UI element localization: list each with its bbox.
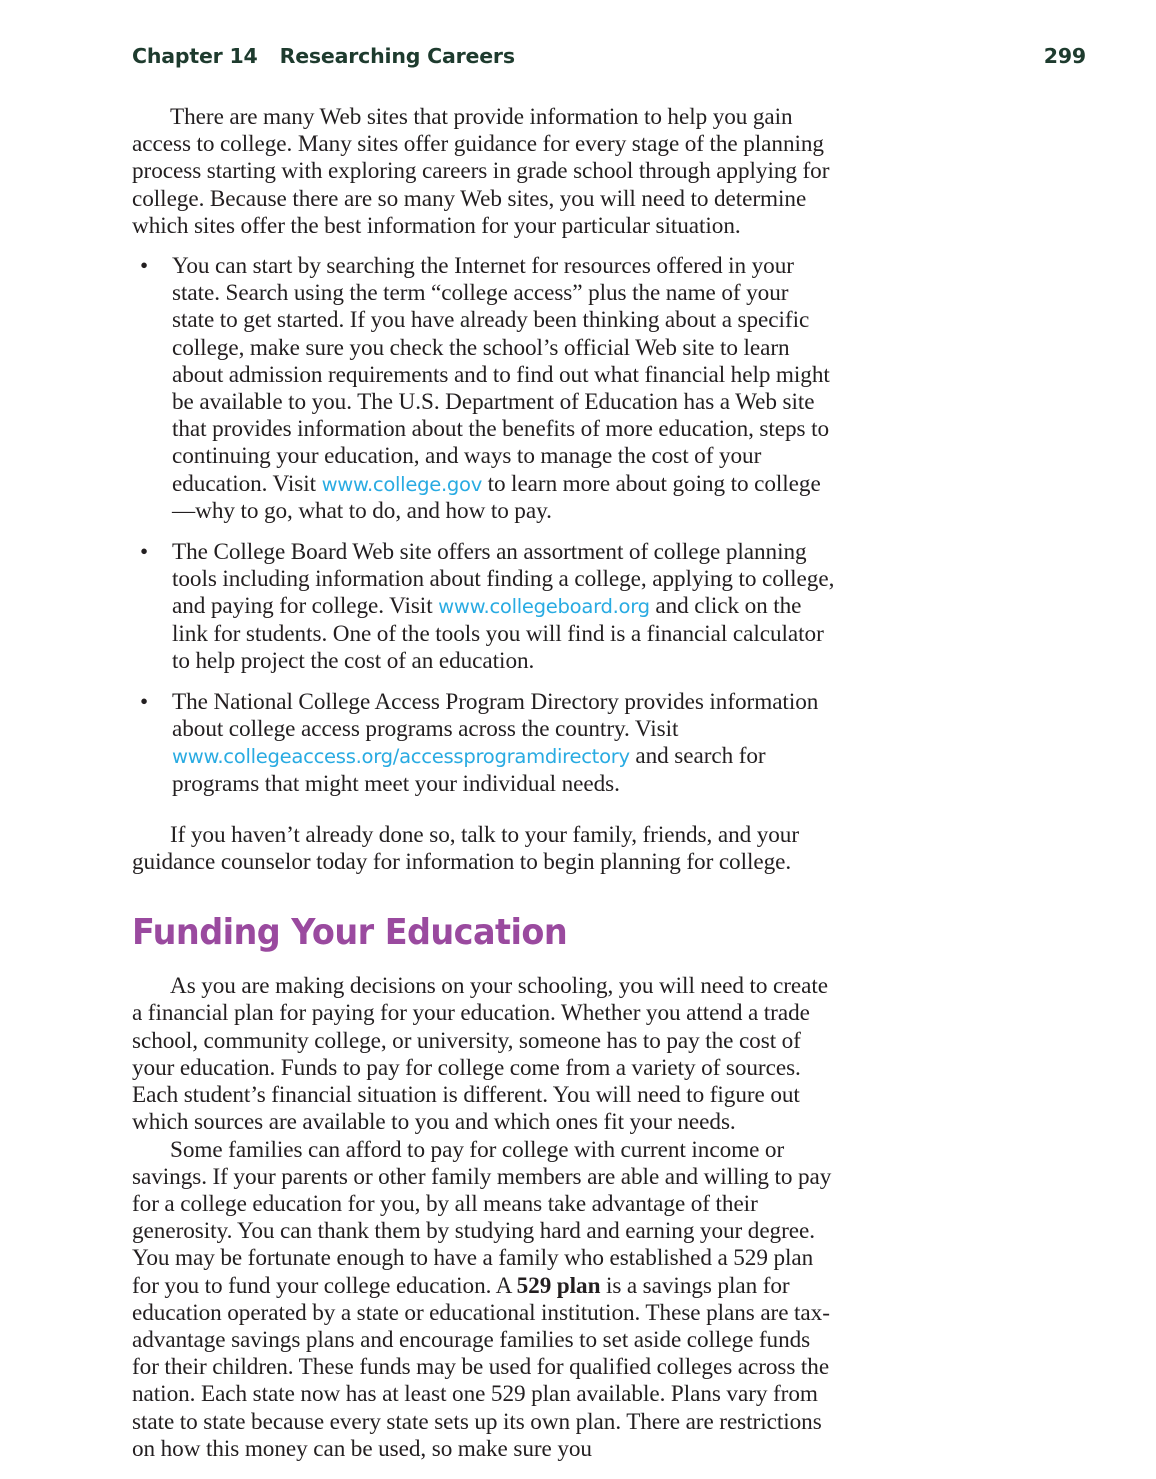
- spacer: [132, 953, 836, 973]
- list-item-text-before-link: The National College Access Program Directory provides information about college access programs across the country. Visit: [172, 689, 819, 743]
- bullet-dot-icon: •: [140, 689, 149, 716]
- section-paragraph-2: [132, 1137, 836, 1463]
- defined-term-529-plan: 529 plan: [516, 1272, 601, 1299]
- list-item: [132, 689, 836, 798]
- section-paragraph-1: As you are making decisions on your schooling, you will need to create a financial plan for paying for your education. Whether you attend a trade school, community college, or university, someone has to pay the cost of your education. Funds to pay for college come from a variety of sources. Each student’s financial situation is different. You will need to figure out which sources are available to you and which ones fit your needs.: [132, 973, 829, 1136]
- running-head: [132, 44, 1086, 74]
- section-paragraph-2-part-1: Some families can afford to pay for college with current income or savings. If your parents or other family members are able and willing to pay for a college education for you, by all means take advantage of their generosity. You can thank them by studying hard and earning your degree. You may be fortunate enough to have a family who established a 529 plan for you to fund your college education. A: [132, 1136, 832, 1299]
- section-heading-funding-your-education: Funding Your Education: [132, 912, 568, 954]
- closing-paragraph: If you haven’t already done so, talk to your family, friends, and your guidance counselor today for information to begin planning for college.: [132, 821, 800, 876]
- list-item-text-after-link: to learn more about going to college—why to go, what to do, and how to pay.: [172, 470, 821, 524]
- list-item-text-after-link: and search for programs that might meet your individual needs.: [172, 743, 766, 797]
- web-resources-bullet-list: [132, 253, 836, 798]
- page-number: 299: [1043, 44, 1086, 68]
- bullet-dot-icon: •: [140, 539, 149, 566]
- link-college-gov[interactable]: www.college.gov: [321, 472, 483, 496]
- bullet-dot-icon: •: [140, 253, 149, 280]
- link-collegeboard-org[interactable]: www.collegeboard.org: [438, 595, 650, 619]
- page-content: [132, 104, 836, 1463]
- list-item: [132, 539, 836, 675]
- spacer: [132, 876, 836, 912]
- chapter-number-label: Chapter 14: [132, 44, 258, 68]
- section-paragraph-2-part-2: is a savings plan for education operated by a state or educational institution. These plans are tax-advantage savings plans and encourage families to set aside college funds for their children. These funds may be used for qualified colleges across the nation. Each state now has at least one 529 plan available. Plans vary from state to state because every state sets up its own plan. There are restrictions on how this money can be used, so make sure you: [132, 1272, 830, 1462]
- list-item: [132, 253, 836, 525]
- intro-paragraph: There are many Web sites that provide information to help you gain access to college. Many sites offer guidance for every stage of the planning process starting with exploring careers in grade school through applying for college. Because there are so many Web sites, you will need to determine which sites offer the best information for your particular situation.: [132, 104, 830, 239]
- link-collegeaccess-org[interactable]: www.collegeaccess.org/accessprogramdirectory: [172, 745, 630, 769]
- list-item-text-before-link: You can start by searching the Internet for resources offered in your state. Search using the term “college access” plus the name of your state to get started. If you have already been thinking about a specific college, make sure you check the school’s official Web site to learn about admission requirements and to find out what financial help might be available to you. The U.S. Department of Education has a Web site that provides information about the benefits of more education, steps to continuing your education, and ways to manage the cost of your education. Visit: [172, 253, 830, 497]
- running-head-left: [132, 44, 515, 68]
- chapter-title-label: Researching Careers: [279, 44, 515, 68]
- spacer: [132, 798, 836, 822]
- list-item-text-before-link: The College Board Web site offers an assortment of college planning tools including information about finding a college, applying to college, and paying for college. Visit: [172, 539, 835, 620]
- list-item-text-after-link: and click on the link for students. One of the tools you will find is a financial calculator to help project the cost of an education.: [172, 593, 824, 674]
